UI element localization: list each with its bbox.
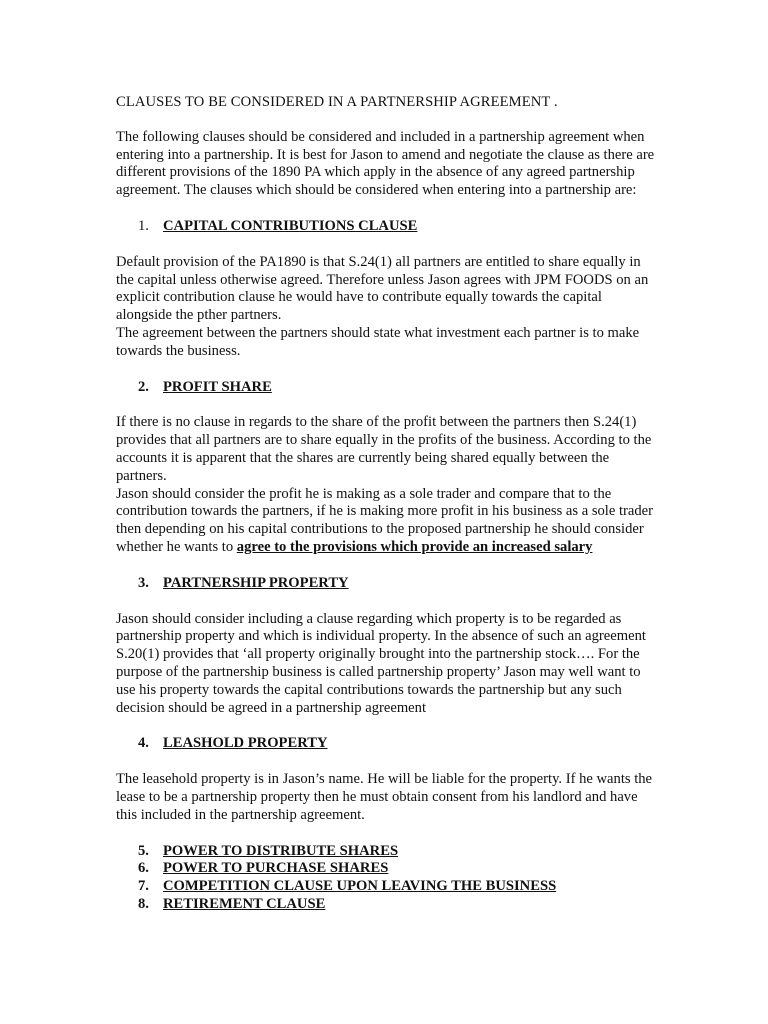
section-heading-profit-share	[138, 379, 656, 397]
list-item	[138, 860, 656, 878]
list-item	[138, 896, 656, 914]
section-title: LEASHOLD PROPERTY	[163, 735, 328, 752]
profit-share-paragraph-2-text: Jason should consider the profit he is making as a sole trader and compare that to the contribution towards the partners, if he is making more profit in his business as a sole trader then depending on his capital contributions to the proposed partnership he should consider whether he wants to	[116, 485, 654, 555]
list-item	[138, 843, 656, 861]
clause-title: COMPETITION CLAUSE UPON LEAVING THE BUSINESS	[163, 878, 557, 895]
clause-number: 7.	[138, 878, 149, 895]
clause-title: POWER TO DISTRIBUTE SHARES	[163, 842, 399, 859]
clause-title: RETIREMENT CLAUSE	[163, 895, 326, 912]
section-number: 1.	[138, 217, 149, 234]
clause-number: 6.	[138, 860, 149, 877]
clause-title: POWER TO PURCHASE SHARES	[163, 860, 389, 877]
leasehold-property-paragraph: The leasehold property is in Jason’s name. He will be liable for the property. If he wants the lease to be a partnership property then he must obtain consent from his landlord and have this included in the partnership agreement.	[116, 771, 653, 823]
clause-number: 8.	[138, 895, 149, 912]
section-number: 4.	[138, 735, 149, 752]
capital-contributions-paragraph-2: The agreement between the partners should state what investment each partner is to make towards the business.	[116, 324, 640, 359]
intro-paragraph: The following clauses should be considered and included in a partnership agreement when entering into a partnership. It is best for Jason to amend and negotiate the clause as there are different provisions of the 1890 PA which apply in the absence of any agreed partnership agreement. The clauses which should be considered when entering into a partnership are:	[116, 128, 655, 199]
profit-share-paragraph-2	[116, 486, 656, 557]
remaining-clauses-list	[116, 843, 656, 914]
document-title: CLAUSES TO BE CONSIDERED IN A PARTNERSHIP AGREEMENT .	[116, 94, 558, 110]
clause-number: 5.	[138, 842, 149, 859]
section-heading-capital-contributions	[138, 218, 656, 236]
increased-salary-emphasis: agree to the provisions which provide an increased salary	[236, 538, 593, 555]
section-heading-partnership-property	[138, 575, 656, 593]
document-page	[116, 94, 656, 914]
section-title: PARTNERSHIP PROPERTY	[163, 574, 349, 591]
partnership-property-paragraph: Jason should consider including a clause regarding which property is to be regarded as partnership property and which is individual property. In the absence of such an agreement S.20(1) provides that ‘all property originally brought into the partnership stock…. For the purpose of the partnership business is called partnership property’ Jason may well want to use his property towards the capital contributions towards the partnership but any such decision should be agreed in a partnership agreement	[116, 610, 646, 716]
section-title: PROFIT SHARE	[163, 378, 272, 395]
section-title: CAPITAL CONTRIBUTIONS CLAUSE	[163, 217, 418, 234]
list-item	[138, 878, 656, 896]
section-number: 2.	[138, 378, 149, 395]
section-heading-leasehold-property	[138, 735, 656, 753]
capital-contributions-paragraph: Default provision of the PA1890 is that S.24(1) all partners are entitled to share equally in the capital unless otherwise agreed. Therefore unless Jason agrees with JPM FOODS on an explicit contribution clause he would have to contribute equally towards the capital alongside the pther partners.	[116, 253, 649, 324]
profit-share-paragraph: If there is no clause in regards to the share of the profit between the partners then S.24(1) provides that all partners are to share equally in the profits of the business. According to the accounts it is apparent that the shares are currently being shared equally between the partners.	[116, 414, 652, 484]
section-number: 3.	[138, 574, 149, 591]
